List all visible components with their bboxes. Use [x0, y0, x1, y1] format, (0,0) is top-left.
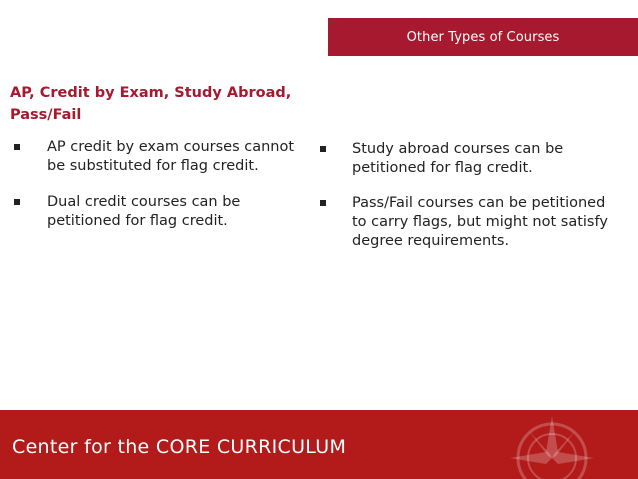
- bullet-text: Dual credit courses can be petitioned for flag credit.: [47, 194, 241, 229]
- compass-rose-icon: [492, 410, 612, 479]
- slide-title: [10, 82, 310, 126]
- slide-title-line-1: AP, Credit by Exam, Study Abroad,: [10, 85, 292, 101]
- slide-title-line-2: Pass/Fail: [10, 107, 82, 123]
- section-header-label: Other Types of Courses: [406, 29, 560, 45]
- section-header-tab: [328, 18, 638, 56]
- bullet-item: [14, 193, 304, 231]
- footer-org-name: Center for the CORE CURRICULUM: [12, 436, 347, 458]
- left-column: [14, 138, 304, 248]
- footer-bar: [0, 410, 638, 479]
- bullet-text: Study abroad courses can be petitioned for flag credit.: [352, 141, 564, 176]
- square-bullet-icon: [14, 199, 20, 205]
- square-bullet-icon: [320, 200, 326, 206]
- bullet-text: Pass/Fail courses can be petitioned to carry flags, but might not satisfy degree requirements.: [352, 195, 608, 249]
- bullet-item: [14, 138, 304, 176]
- bullet-text: AP credit by exam courses cannot be substituted for flag credit.: [47, 139, 295, 174]
- square-bullet-icon: [320, 146, 326, 152]
- square-bullet-icon: [14, 144, 20, 150]
- bullet-item: [318, 140, 618, 178]
- right-column: [318, 140, 618, 267]
- bullet-item: [318, 194, 618, 251]
